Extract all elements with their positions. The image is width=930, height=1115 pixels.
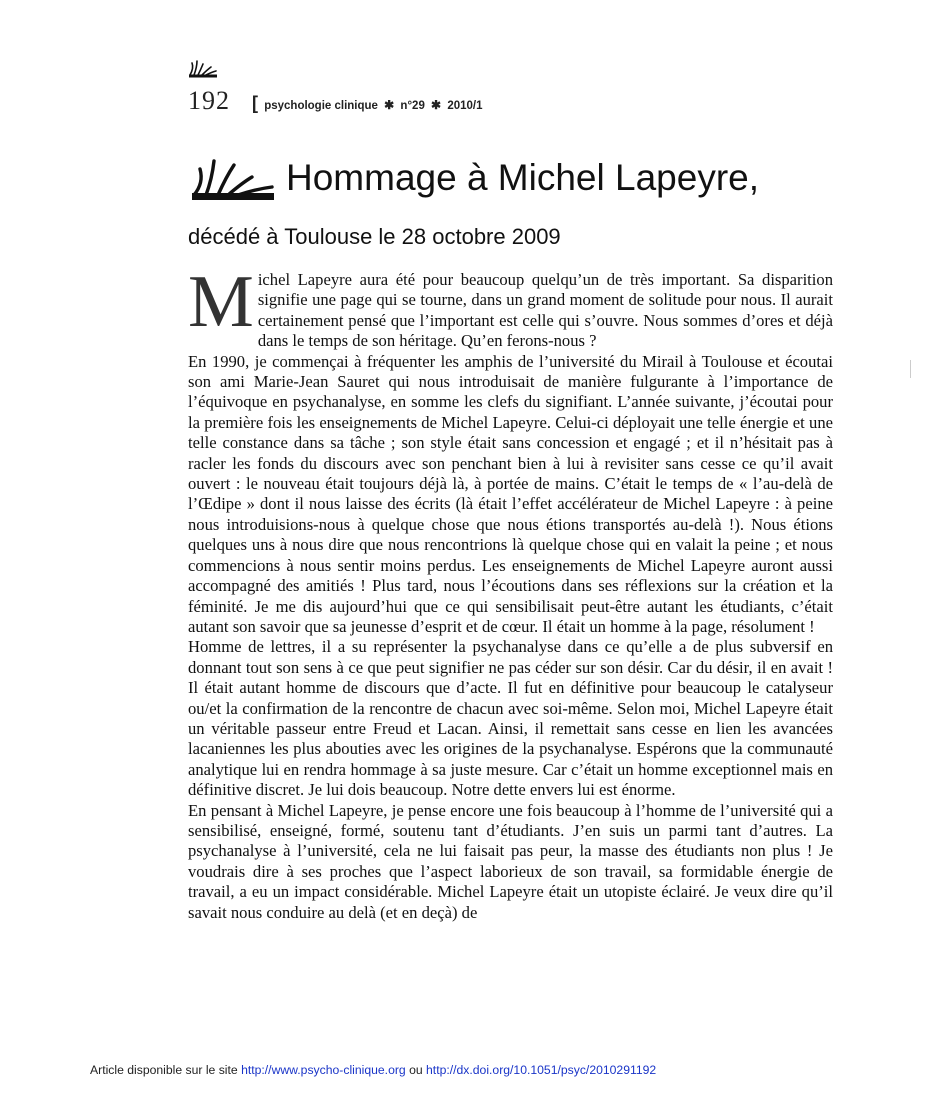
journal-name: psychologie clinique — [264, 100, 378, 112]
paragraph: En pensant à Michel Lapeyre, je pense encore une fois beaucoup à l’homme de l’université qui a sensibilisé, enseigné, formé, soutenu tant d’étudiants. J’en suis un parmi tant d’autres. La psychanalyse à l’université, cela ne lui faisait pas peur, la masse des étudiants non plus ! Je voudrais dire à ses proches que l’aspect laborieux de son travail, sa formidable énergie de travail, a eu un impact considérable. Michel Lapeyre était un utopiste éclairé. Je veux dire qu’il savait nous conduire au delà (et en deçà) de — [188, 800, 833, 922]
star-icon: ✱ — [384, 98, 395, 112]
footer-connector: ou — [409, 1063, 423, 1077]
plant-logo-icon — [188, 60, 218, 78]
issue-year: 2010/1 — [447, 100, 483, 112]
drop-cap: M — [188, 261, 254, 343]
issue-number: n°29 — [400, 100, 425, 112]
article-body — [188, 261, 833, 923]
margin-mark — [910, 360, 911, 378]
paragraph-text: ichel Lapeyre aura été pour beaucoup quelqu’un de très important. Sa disparition signifie une page qui se tourne, dans un grand moment de solitude pour nous. Il aurait certainement pensé que l’important est celle qui s’ouvre. Nous sommes d’ores et déjà dans le temps de son héritage. Qu’en ferons-nous ? — [257, 270, 833, 351]
site-link[interactable]: http://www.psycho-clinique.org — [241, 1063, 406, 1077]
paragraph: En 1990, je commençai à fréquenter les amphis de l’université du Mirail à Toulouse et écoutai son ami Marie-Jean Sauret qui nous introduisait de manière fulgurante à l’importance de l’équivoque en psychanalyse, en somme les clefs du signifiant. L’année suivante, j’écoutai pour la première fois les enseignements de Michel Lapeyre. Celui-ci déployait une telle énergie et une telle constance dans sa tâche ; son style était sans concession et engagé ; et il n’hésitait pas à racler les fonds du discours avec son penchant bien à lui à revisiter sans cesse ce qu’il avait ouvert : le nouveau était toujours déjà là, à portée de mains. C’était le temps de « l’au-delà de l’Œdipe » dont il nous laisse des écrits (là était l’effet accélérateur de Michel Lapeyre : à peine nous introduisions-nous à quelque chose que nous étions transportés au-delà !). Nous étions quelques uns à nous dire que nous rencontrions là quelque chose qui en valait la peine ; et nous commencions à nous sentir moins perdus. Les enseignements de Michel Lapeyre auront aussi accompagné des amitiés ! Plus tard, nous l’écoutions dans ses réflexions sur la création et la féminité. Je me dis aujourd’hui que ce qui sensibilisait peut-être autant les étudiants, c’était autant son savoir que sa jeunesse d’esprit et de cœur. Il était un homme à la page, résolument ! — [188, 351, 833, 636]
footer-prefix: Article disponible sur le site — [90, 1063, 238, 1077]
footer — [90, 1063, 656, 1077]
doi-link[interactable]: http://dx.doi.org/10.1051/psyc/2010291192 — [426, 1063, 657, 1077]
journal-reference — [252, 93, 483, 114]
bracket: [ — [252, 93, 258, 113]
article-title: Hommage à Michel Lapeyre, — [286, 157, 759, 198]
plant-logo-icon — [188, 155, 278, 201]
article-subtitle: décédé à Toulouse le 28 octobre 2009 — [188, 224, 561, 249]
page-number: 192 — [188, 86, 230, 115]
paragraph: Homme de lettres, il a su représenter la psychanalyse dans ce qu’elle a de plus subversif en donnant tout son sens à ce que peut signifier ne pas céder sur son désir. Car du désir, il en avait ! Il était autant homme de discours que d’acte. Il fut en définitive pour beaucoup le catalyseur ou/et la confirmation de la rencontre de chacun avec soi-même. Selon moi, Michel Lapeyre était un véritable passeur entre Freud et Lacan. Ainsi, il remettait sans cesse en lien les avancées lacaniennes les plus abouties avec les origines de la psychanalyse. Espérons que la communauté analytique lui en rendra hommage à sa juste mesure. Car c’était un homme exceptionnel mais en définitive discret. Je lui dois beaucoup. Notre dette envers lui est énorme. — [188, 637, 833, 800]
title-block — [188, 155, 759, 201]
paragraph — [188, 261, 833, 352]
running-header — [188, 86, 483, 116]
star-icon: ✱ — [431, 98, 442, 112]
